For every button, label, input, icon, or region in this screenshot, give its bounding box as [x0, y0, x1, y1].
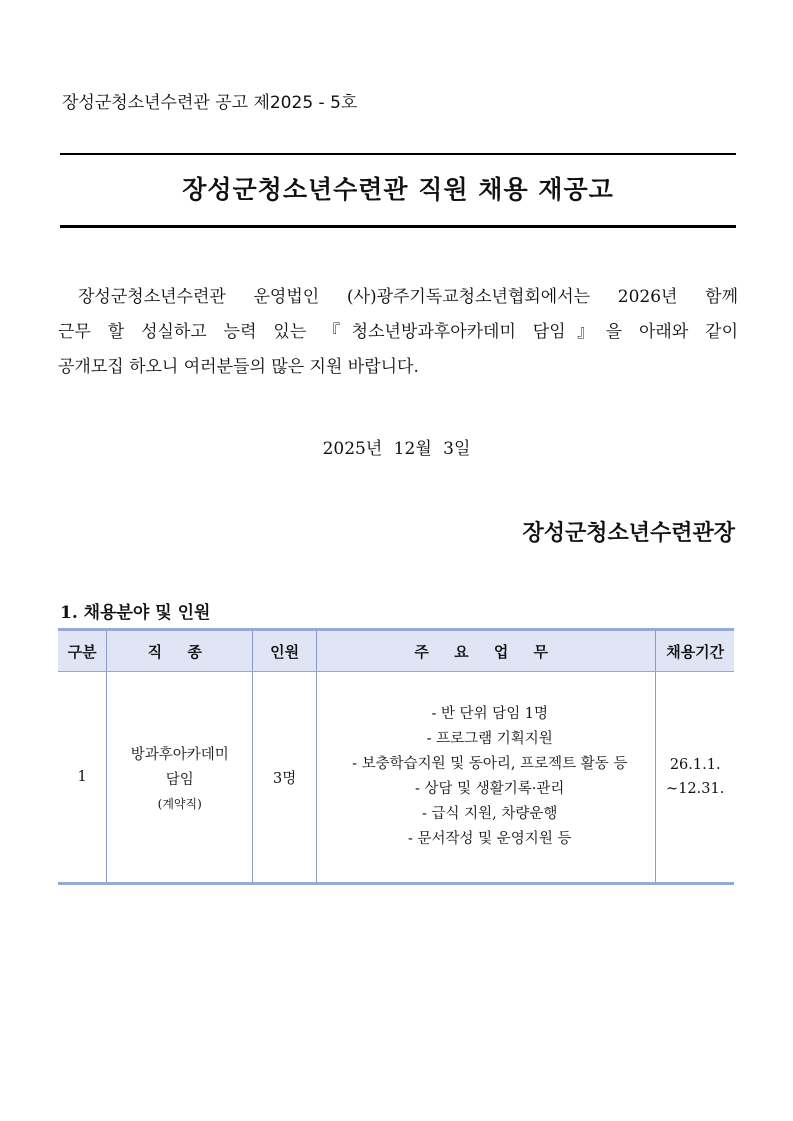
- job-title-line2: 담임: [165, 771, 194, 788]
- announcement-date: 2025년 12월 3일: [322, 439, 471, 459]
- body-line-3: 공개모집 하오니 여러분들의 많은 지원 바랍니다.: [58, 357, 419, 377]
- period-end: ~12.31.: [666, 781, 725, 797]
- duty-item: - 문서작성 및 운영지원 등: [408, 831, 572, 847]
- header-job: 직 종: [107, 630, 253, 672]
- header-gubun: 구분: [58, 630, 107, 672]
- title-bottom-rule: [60, 225, 736, 228]
- job-title-line1: 방과후아카데미: [130, 746, 229, 763]
- table-row: [58, 672, 734, 884]
- title-top-rule: [60, 153, 736, 155]
- signer: 장성군청소년수련관장: [522, 520, 735, 546]
- job-type: (계약직): [157, 796, 202, 811]
- section-heading-recruitment: 1. 채용분야 및 인원: [60, 603, 211, 623]
- cell-duties: [317, 672, 656, 884]
- duty-item: - 급식 지원, 차량운행: [422, 806, 558, 822]
- body-line-1: 장성군청소년수련관 운영법인 (사)광주기독교청소년협회에서는 2026년 함께: [78, 287, 738, 307]
- body-line-2: 근무 할 성실하고 능력 있는 『청소년방과후아카데미 담임』을 아래와 같이: [58, 322, 738, 342]
- duty-item: - 상담 및 생활기록·관리: [415, 781, 565, 797]
- header-period: 채용기간: [656, 630, 734, 672]
- cell-count: 3명: [253, 672, 317, 884]
- document-title: 장성군청소년수련관 직원 채용 재공고: [182, 175, 614, 204]
- announcement-body: [58, 280, 738, 385]
- header-count: 인원: [253, 630, 317, 672]
- table-header-row: [58, 630, 734, 672]
- period-start: 26.1.1.: [669, 757, 721, 773]
- duty-item: - 보충학습지원 및 동아리, 프로젝트 활동 등: [352, 756, 628, 772]
- notice-number: 장성군청소년수련관 공고 제2025 - 5호: [62, 93, 358, 113]
- cell-gubun: 1: [58, 672, 107, 884]
- cell-job: [107, 672, 253, 884]
- cell-period: [656, 672, 734, 884]
- duty-item: - 반 단위 담임 1명: [431, 706, 549, 722]
- recruitment-table: [58, 628, 734, 885]
- header-duties: 주 요 업 무: [317, 630, 656, 672]
- duty-item: - 프로그램 기획지원: [426, 731, 553, 747]
